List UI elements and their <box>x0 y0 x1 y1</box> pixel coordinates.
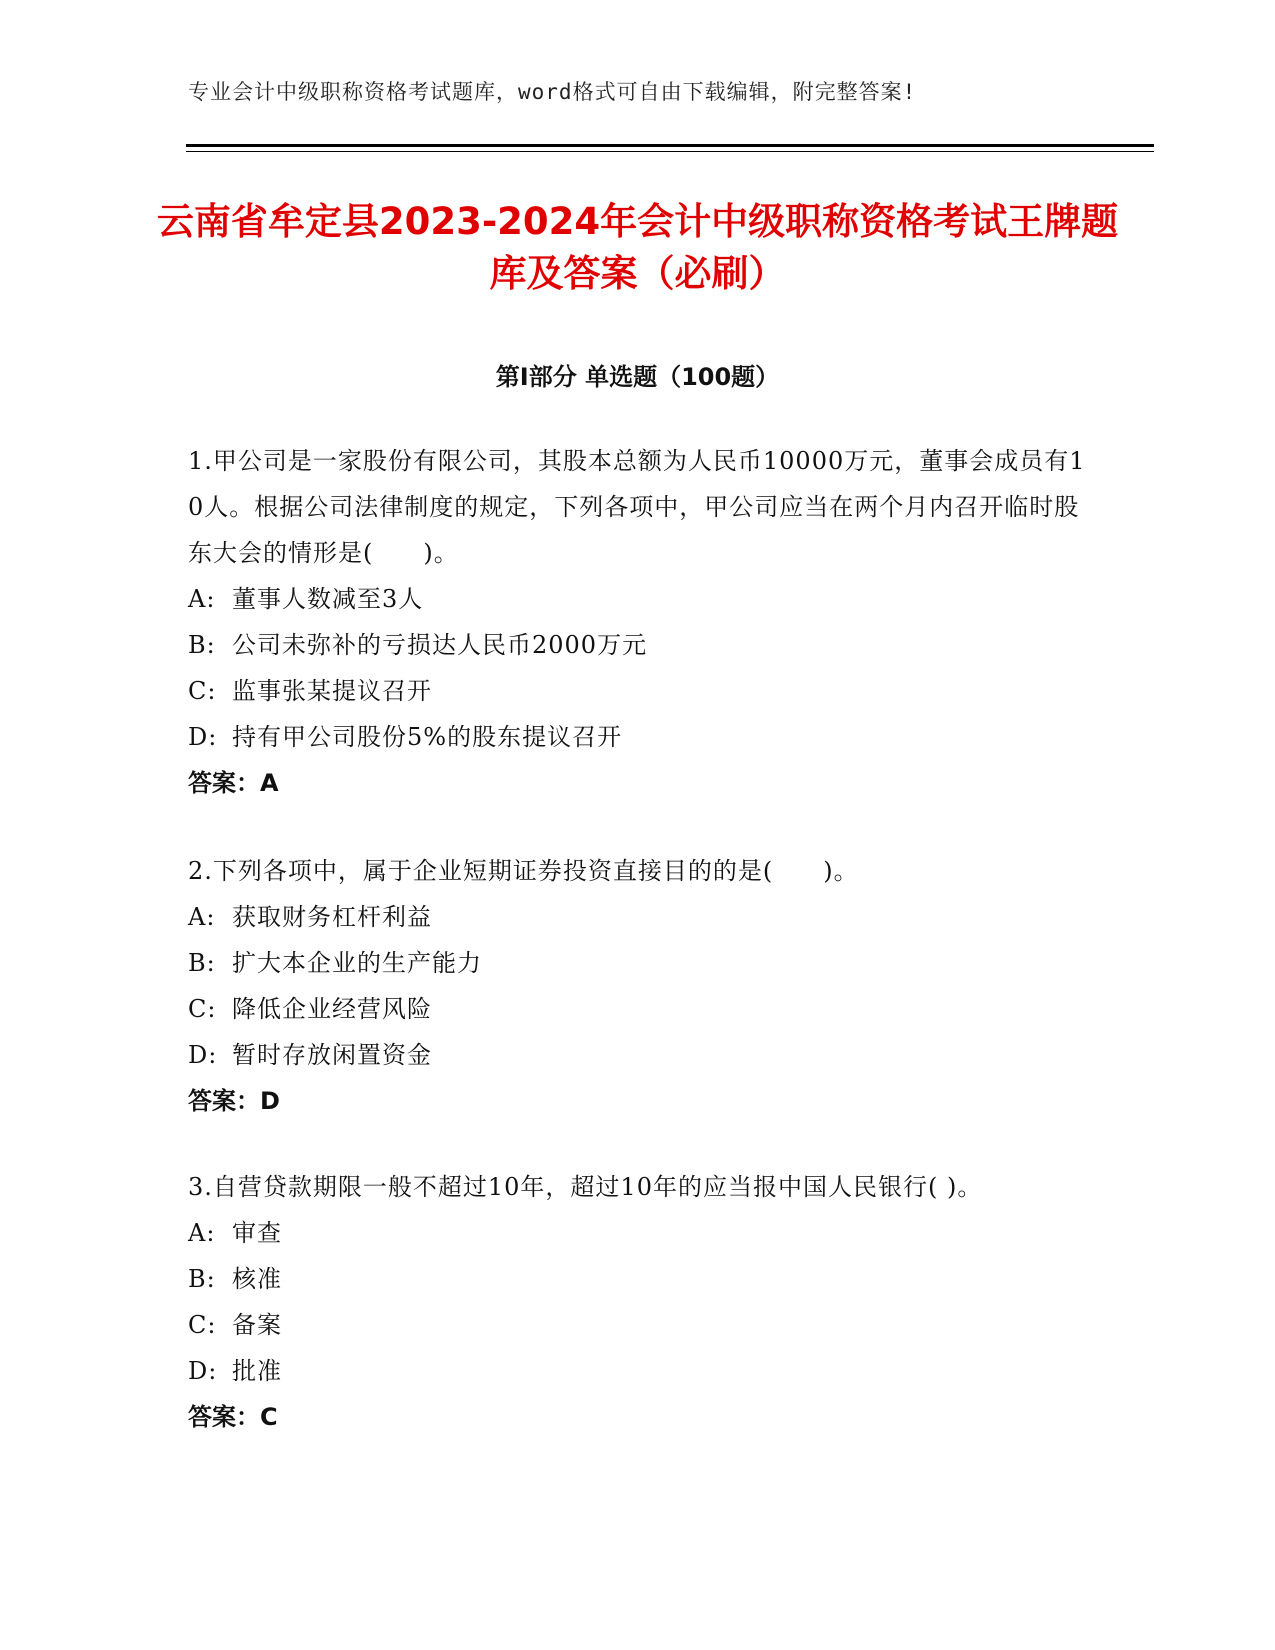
question-stem: 1.甲公司是一家股份有限公司，其股本总额为人民币10000万元，董事会成员有10人。根据公司法律制度的规定，下列各项中，甲公司应当在两个月内召开临时股东大会的情形是( )。 <box>188 447 1086 567</box>
option-c <box>188 668 1088 714</box>
option-text: 批准 <box>232 1357 282 1385</box>
option-key: B: <box>188 631 216 659</box>
section-heading: 第Ⅰ部分 单选题（100题） <box>495 363 780 391</box>
document-title: 云南省牟定县2023-2024年会计中级职称资格考试王牌题库及答案（必刷） <box>156 200 1119 295</box>
header-note: 专业会计中级职称资格考试题库，word格式可自由下载编辑，附完整答案! <box>188 80 917 104</box>
option-text: 核准 <box>232 1265 282 1293</box>
option-key: A: <box>188 585 216 613</box>
option-a <box>188 576 1088 622</box>
option-key: C: <box>188 995 217 1023</box>
option-key: D: <box>188 1041 218 1069</box>
answer-line: 答案：C <box>188 1403 278 1431</box>
option-d <box>188 1348 1088 1394</box>
option-c <box>188 1302 1088 1348</box>
option-text: 持有甲公司股份5%的股东提议召开 <box>232 723 623 751</box>
option-b <box>188 1256 1088 1302</box>
question-1 <box>188 438 1088 806</box>
option-key: A: <box>188 903 216 931</box>
option-key: D: <box>188 1357 218 1385</box>
option-key: C: <box>188 1311 217 1339</box>
option-key: B: <box>188 949 216 977</box>
question-stem: 3.自营贷款期限一般不超过10年，超过10年的应当报中国人民银行( )。 <box>188 1173 983 1201</box>
option-text: 监事张某提议召开 <box>232 677 432 705</box>
question-stem: 2.下列各项中，属于企业短期证券投资直接目的的是( )。 <box>188 857 859 885</box>
option-text: 降低企业经营风险 <box>232 995 432 1023</box>
option-key: C: <box>188 677 217 705</box>
question-2 <box>188 848 1088 1124</box>
option-a <box>188 1210 1088 1256</box>
option-text: 扩大本企业的生产能力 <box>232 949 482 977</box>
option-b <box>188 622 1088 668</box>
option-a <box>188 894 1088 940</box>
header-divider-thick <box>186 144 1154 147</box>
option-key: A: <box>188 1219 216 1247</box>
option-key: B: <box>188 1265 216 1293</box>
option-text: 公司未弥补的亏损达人民币2000万元 <box>232 631 648 659</box>
option-text: 获取财务杠杆利益 <box>232 903 432 931</box>
option-key: D: <box>188 723 218 751</box>
answer-line: 答案：D <box>188 1087 280 1115</box>
option-d <box>188 1032 1088 1078</box>
option-d <box>188 714 1088 760</box>
option-text: 备案 <box>232 1311 282 1339</box>
option-c <box>188 986 1088 1032</box>
option-b <box>188 940 1088 986</box>
option-text: 审查 <box>232 1219 282 1247</box>
answer-line: 答案：A <box>188 769 279 797</box>
option-text: 董事人数减至3人 <box>232 585 424 613</box>
question-3 <box>188 1164 1088 1440</box>
header-divider-thin <box>186 151 1154 152</box>
option-text: 暂时存放闲置资金 <box>232 1041 432 1069</box>
